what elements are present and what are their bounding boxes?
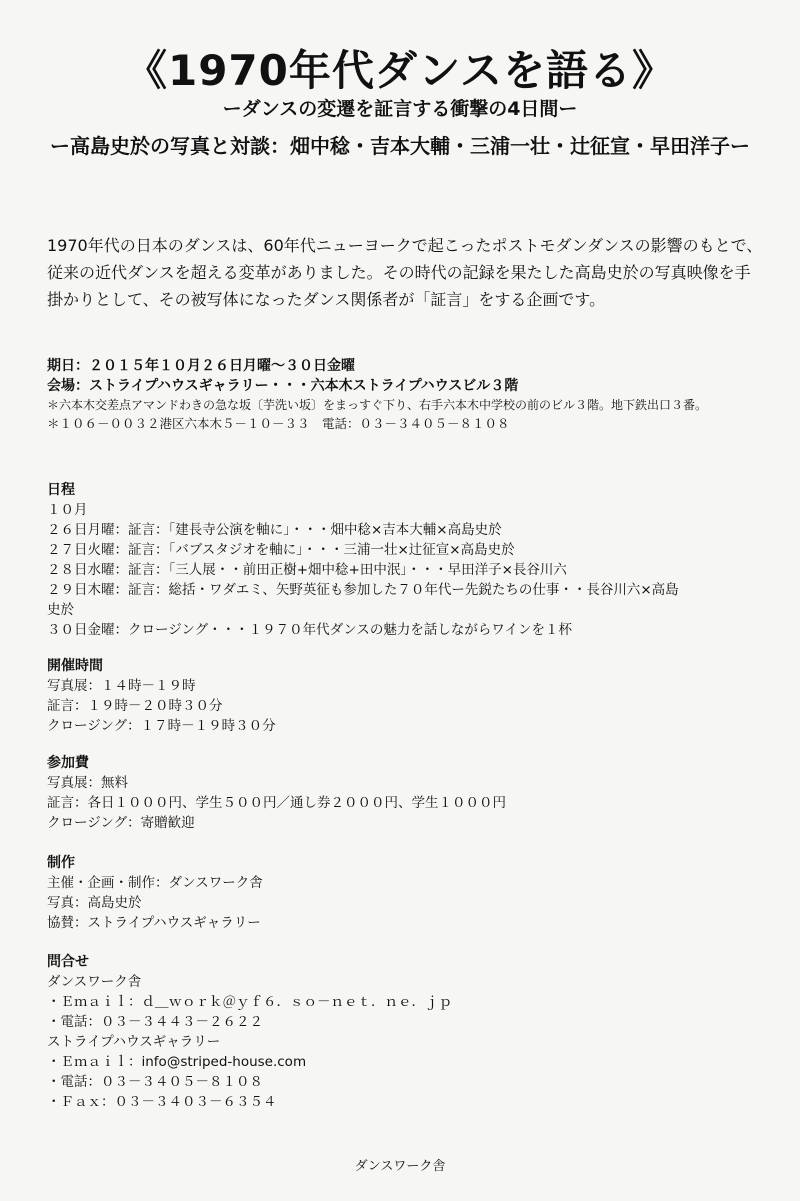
event-info xyxy=(47,356,787,434)
contact-phone: ・電話：０３－３４４３－２６２２ xyxy=(47,1014,263,1030)
contact-phone: ・電話：０３－３４０５－８１０８ xyxy=(47,1074,263,1090)
fees-item: 写真展：無料 xyxy=(47,775,128,791)
schedule-item: ２８日水曜：証言：「三人展・・前田正樹+畑中稔+田中泯」・・・早田洋子×長谷川六 xyxy=(47,562,567,578)
schedule-item: ２９日木曜：証言：総括・ワダエミ、矢野英征も参加した７０年代ー先鋭たちの仕事・・長谷川六×高島 xyxy=(47,582,679,598)
event-address: ＊１０６－００３２港区六本木５－１０－３３ 電話：０３－３４０５－８１０８ xyxy=(47,416,510,431)
contact-email: ・Ｅｍａｉｌ：info@striped-house.com xyxy=(47,1054,307,1070)
flyer-participants: ー高島史於の写真と対談：畑中稔・吉本大輔・三浦一壮・辻征宣・早田洋子ー xyxy=(50,134,750,158)
production-item: 写真：高島史於 xyxy=(47,895,142,911)
intro-line: 掛かりとして、その被写体になったダンス関係者が「証言」をする企画です。 xyxy=(47,290,606,309)
schedule-section xyxy=(47,480,787,640)
schedule-item: ２６日月曜：証言：「建長寺公演を軸に」・・・畑中稔×吉本大輔×高島史於 xyxy=(47,522,502,538)
footer-organizer: ダンスワーク舎 xyxy=(354,1159,446,1174)
contact-org: ストライプハウスギャラリー xyxy=(47,1034,221,1050)
schedule-item: ３０日金曜：クロージング・・・１９７０年代ダンスの魅力を話しながらワインを１杯 xyxy=(47,622,572,638)
contact-org: ダンスワーク舎 xyxy=(47,974,142,990)
schedule-item: 史於 xyxy=(47,602,74,618)
fees-section xyxy=(47,753,787,833)
hours-item: 写真展：１４時－１９時 xyxy=(47,678,196,694)
contact-fax: ・Ｆａｘ：０３－３４０３－６３５４ xyxy=(47,1094,277,1110)
intro-paragraph xyxy=(47,232,767,313)
intro-line: 1970年代の日本のダンスは、60年代ニューヨークで起こったポストモダンダンスの影響のもとで、 xyxy=(47,236,763,255)
production-heading: 制作 xyxy=(47,855,75,871)
flyer-title: 《1970年代ダンスを語る》 xyxy=(124,46,676,95)
hours-heading: 開催時間 xyxy=(47,658,103,674)
hours-section xyxy=(47,656,787,736)
flyer-subtitle: ーダンスの変遷を証言する衝撃の4日間ー xyxy=(222,98,578,120)
schedule-item: ２７日火曜：証言：「バブスタジオを軸に」・・・三浦一壮×辻征宣×高島史於 xyxy=(47,542,515,558)
contact-heading: 問合せ xyxy=(47,954,89,970)
fees-item: クロージング：寄贈歓迎 xyxy=(47,815,195,831)
intro-line: 従来の近代ダンスを超える変革がありました。その時代の記録を果たした高島史於の写真映像を手 xyxy=(47,263,751,282)
schedule-month: １０月 xyxy=(47,502,88,518)
hours-item: 証言：１９時－２０時３０分 xyxy=(47,698,223,714)
fees-heading: 参加費 xyxy=(47,755,89,771)
production-item: 主催・企画・制作：ダンスワーク舎 xyxy=(47,875,263,891)
hours-item: クロージング：１７時－１９時３０分 xyxy=(47,718,276,734)
schedule-heading: 日程 xyxy=(47,482,75,498)
event-venue: 会場：ストライプハウスギャラリー・・・六本木ストライプハウスビル３階 xyxy=(47,378,519,394)
contact-section xyxy=(47,952,787,1112)
fees-item: 証言：各日１０００円、学生５００円／通し券２０００円、学生１０００円 xyxy=(47,795,506,811)
event-directions: ＊六本木交差点アマンドわきの急な坂〔芋洗い坂〕をまっすぐ下り、右手六本木中学校の前のビル３階。地下鉄出口３番。 xyxy=(47,398,708,412)
production-section xyxy=(47,853,787,933)
event-date: 期日：２０１５年１０月２６日月曜～３０日金曜 xyxy=(47,358,355,374)
production-item: 協賛：ストライプハウスギャラリー xyxy=(47,915,261,931)
contact-email: ・Ｅｍａｉｌ：ｄ＿ｗｏｒｋ＠ｙｆ６．ｓｏ－ｎｅｔ．ｎｅ．ｊｐ xyxy=(47,994,452,1010)
